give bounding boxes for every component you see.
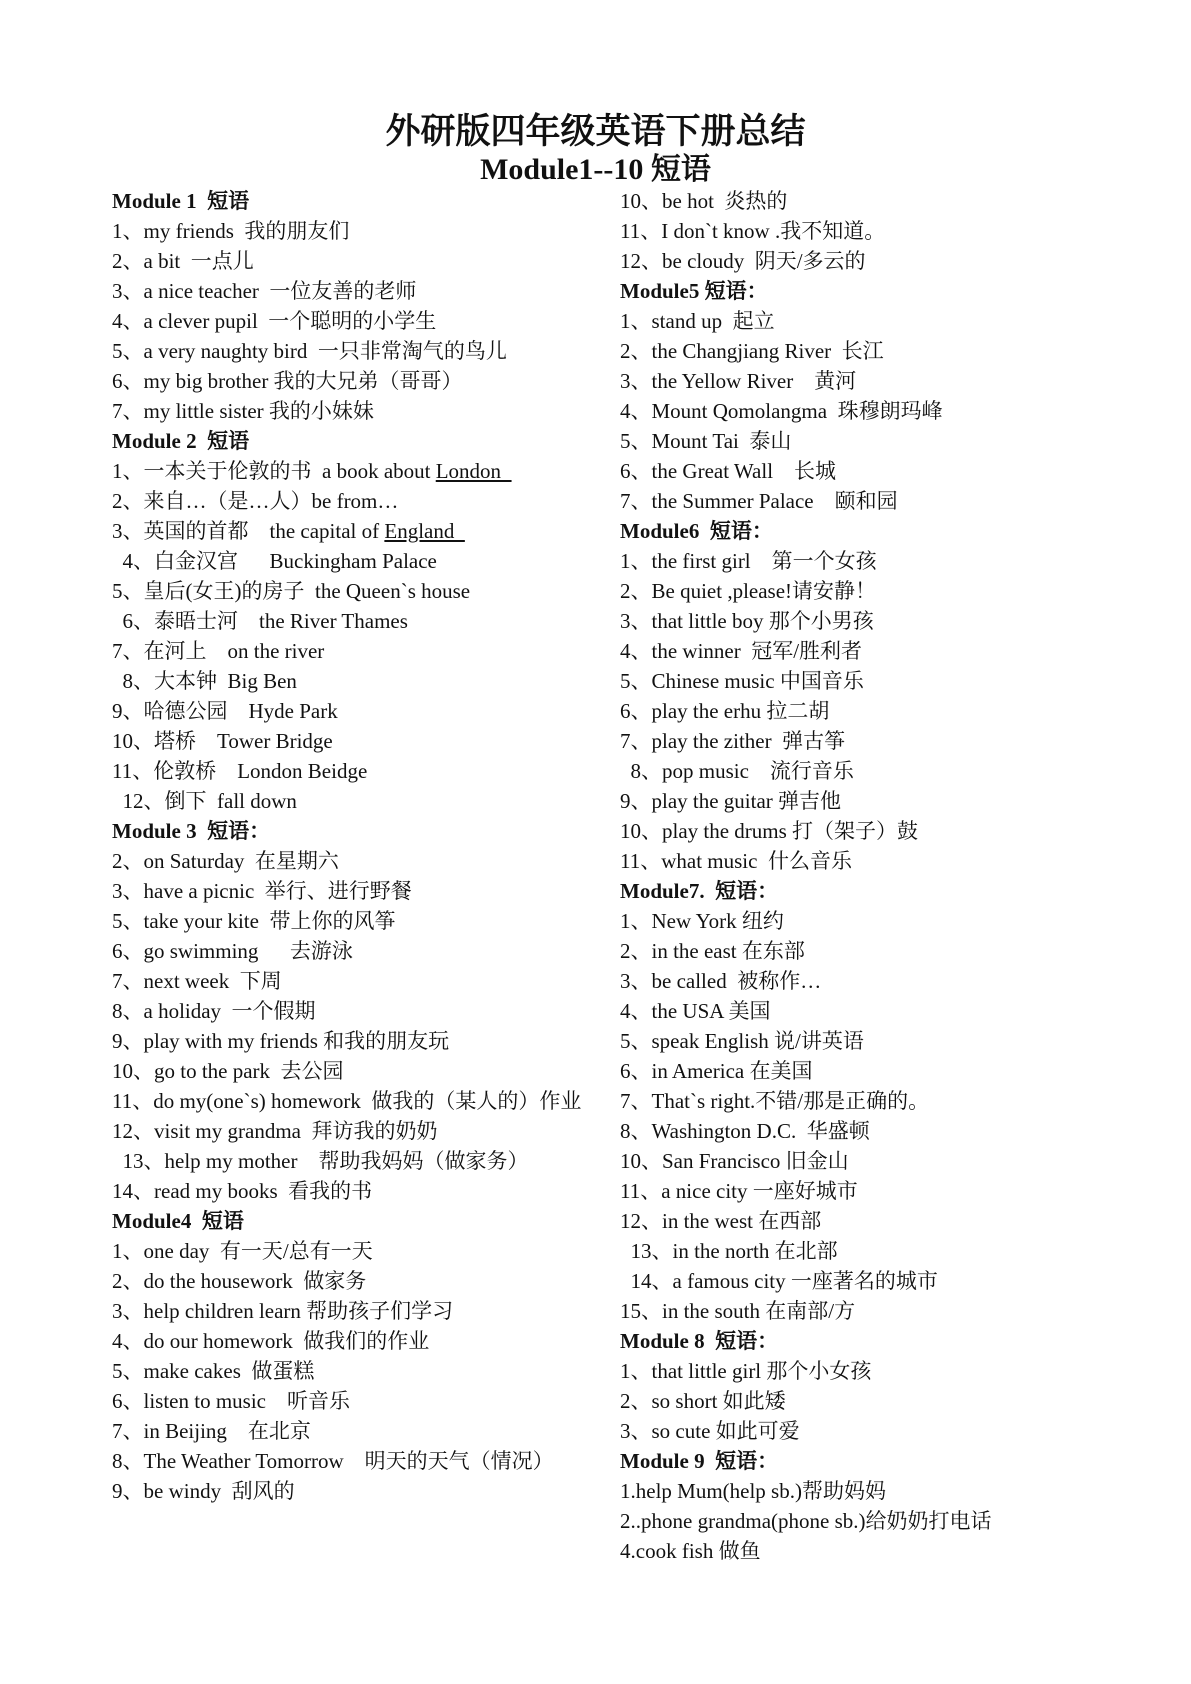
phrase-text: 3、英国的首都 the capital of [112,519,385,543]
phrase-item [112,726,590,756]
phrase-text: 14、read my books 看我的书 [112,1179,373,1203]
underlined-word: London [435,459,512,483]
phrase-text: 1.help Mum(help sb.)帮助妈妈 [620,1479,886,1503]
underlined-word: England [384,519,465,543]
phrase-text: 5、take your kite 带上你的风筝 [112,909,396,933]
phrase-item [112,516,590,546]
phrase-item [620,966,1090,996]
phrase-item [112,1116,590,1146]
phrase-text: 9、哈德公园 Hyde Park [112,699,338,723]
phrase-item [620,846,1090,876]
phrase-item [620,1296,1090,1326]
phrase-text: Module 9 短语： [620,1449,779,1473]
phrase-text: 3、a nice teacher 一位友善的老师 [112,279,417,303]
phrase-item [112,246,590,276]
phrase-text: 5、make cakes 做蛋糕 [112,1359,315,1383]
phrase-item [112,276,590,306]
phrase-item [620,1416,1090,1446]
phrase-text: 4、do our homework 做我们的作业 [112,1329,430,1353]
phrase-text: 4、a clever pupil 一个聪明的小学生 [112,309,437,333]
phrase-text: 10、San Francisco 旧金山 [620,1149,849,1173]
phrase-item [620,1506,1090,1536]
phrase-text: 5、Mount Tai 泰山 [620,429,792,453]
phrase-item [620,216,1090,246]
phrase-item [620,486,1090,516]
module-heading [112,1206,590,1236]
phrase-item [620,1206,1090,1236]
phrase-text: 3、have a picnic 举行、进行野餐 [112,879,412,903]
phrase-text: 10、be hot 炎热的 [620,189,788,213]
phrase-item [620,756,1090,786]
phrase-item [620,1266,1090,1296]
phrase-text: 10、塔桥 Tower Bridge [112,729,333,753]
phrase-text: Module5 短语： [620,279,768,303]
module-heading [112,186,590,216]
phrase-item [112,1026,590,1056]
phrase-text: 13、help my mother 帮助我妈妈（做家务） [112,1149,529,1173]
phrase-text: 8、The Weather Tomorrow 明天的天气（情况） [112,1449,554,1473]
phrase-item [112,1386,590,1416]
phrase-text: 8、Washington D.C. 华盛顿 [620,1119,870,1143]
phrase-text: 1、one day 有一天/总有一天 [112,1239,373,1263]
phrase-text: 7、my little sister 我的小妹妹 [112,399,374,423]
phrase-item [112,1326,590,1356]
phrase-text: 7、in Beijing 在北京 [112,1419,311,1443]
phrase-text: 3、the Yellow River 黄河 [620,369,857,393]
phrase-item [620,936,1090,966]
module-heading [620,516,1090,546]
phrase-item [112,696,590,726]
phrase-item [620,426,1090,456]
phrase-text: 12、be cloudy 阴天/多云的 [620,249,866,273]
phrase-item [620,1236,1090,1266]
phrase-text: Module4 短语 [112,1209,244,1233]
phrase-text: 9、play the guitar 弹吉他 [620,789,842,813]
phrase-item [112,396,590,426]
phrase-item [620,546,1090,576]
phrase-item [112,996,590,1026]
phrase-item [112,336,590,366]
phrase-text: Module6 短语： [620,519,773,543]
phrase-text: 11、a nice city 一座好城市 [620,1179,858,1203]
phrase-item [112,606,590,636]
phrase-item [620,1026,1090,1056]
phrase-item [620,576,1090,606]
phrase-text: 15、in the south 在南部/方 [620,1299,856,1323]
phrase-text: 6、listen to music 听音乐 [112,1389,350,1413]
phrase-item [620,996,1090,1026]
phrase-text: Module 3 短语： [112,819,271,843]
phrase-text: 8、pop music 流行音乐 [620,759,854,783]
phrase-item [112,1086,590,1116]
phrase-text: 7、play the zither 弹古筝 [620,729,846,753]
phrase-item [620,1176,1090,1206]
phrase-item [620,396,1090,426]
phrase-text: 11、what music 什么音乐 [620,849,852,873]
phrase-text: 4、白金汉宫 Buckingham Palace [112,549,437,573]
phrase-text: 6、go swimming 去游泳 [112,939,353,963]
phrase-text: 7、next week 下周 [112,969,282,993]
phrase-text: Module7. 短语： [620,879,779,903]
phrase-text: 6、泰晤士河 the River Thames [112,609,408,633]
phrase-item [112,636,590,666]
page-title: 外研版四年级英语下册总结 [385,112,806,151]
phrase-item [112,306,590,336]
phrase-item [620,1056,1090,1086]
phrase-text: 11、do my(one`s) homework 做我的（某人的）作业 [112,1089,582,1113]
phrase-text: 2、a bit 一点儿 [112,249,254,273]
phrase-item [112,666,590,696]
phrase-text: 2、so short 如此矮 [620,1389,786,1413]
phrase-text: 12、in the west 在西部 [620,1209,822,1233]
phrase-text: 3、help children learn 帮助孩子们学习 [112,1299,454,1323]
phrase-text: 13、in the north 在北部 [620,1239,838,1263]
phrase-item [112,1146,590,1176]
phrase-text: 11、I don`t know .我不知道。 [620,219,886,243]
phrase-text: 5、speak English 说/讲英语 [620,1029,864,1053]
phrase-text: 4、the USA 美国 [620,999,771,1023]
phrase-item [620,306,1090,336]
phrase-text: 5、a very naughty bird 一只非常淘气的鸟儿 [112,339,507,363]
phrase-text: 2、on Saturday 在星期六 [112,849,339,873]
phrase-text: 2..phone grandma(phone sb.)给奶奶打电话 [620,1509,992,1533]
phrase-text: 8、大本钟 Big Ben [112,669,297,693]
right-column [620,186,1090,1566]
phrase-item [112,786,590,816]
phrase-text: 3、so cute 如此可爱 [620,1419,800,1443]
phrase-item [112,1176,590,1206]
phrase-item [620,726,1090,756]
phrase-item [112,1416,590,1446]
phrase-text: 2、the Changjiang River 长江 [620,339,884,363]
phrase-item [620,786,1090,816]
phrase-text: 8、a holiday 一个假期 [112,999,316,1023]
phrase-text: 2、Be quiet ,please!请安静！ [620,579,877,603]
phrase-text: 2、do the housework 做家务 [112,1269,367,1293]
phrase-item [112,546,590,576]
phrase-item [112,1476,590,1506]
phrase-text: 5、Chinese music 中国音乐 [620,669,864,693]
phrase-text: 2、in the east 在东部 [620,939,805,963]
phrase-item [112,366,590,396]
phrase-item [112,216,590,246]
phrase-item [620,1356,1090,1386]
phrase-text: 10、play the drums 打（架子）鼓 [620,819,919,843]
phrase-item [620,816,1090,846]
phrase-text: 7、the Summer Palace 颐和园 [620,489,898,513]
phrase-item [620,1386,1090,1416]
left-column [112,186,590,1506]
phrase-text: 1、my friends 我的朋友们 [112,219,350,243]
phrase-text: Module 8 短语： [620,1329,779,1353]
phrase-text: 1、New York 纽约 [620,909,784,933]
module-heading [620,876,1090,906]
phrase-item [620,1146,1090,1176]
phrase-text: 7、在河上 on the river [112,639,325,663]
phrase-item [620,636,1090,666]
page-subtitle: Module1--10 短语 [480,153,711,186]
phrase-item [112,576,590,606]
phrase-text: 6、play the erhu 拉二胡 [620,699,830,723]
phrase-text: 10、go to the park 去公园 [112,1059,344,1083]
phrase-text: 2、来自…（是…人）be from… [112,489,399,513]
module-heading [620,1446,1090,1476]
phrase-text: 1、the first girl 第一个女孩 [620,549,877,573]
phrase-text: 11、伦敦桥 London Beidge [112,759,368,783]
phrase-item [112,756,590,786]
phrase-text: 3、be called 被称作… [620,969,822,993]
phrase-text: 14、a famous city 一座著名的城市 [620,1269,938,1293]
phrase-text: 9、play with my friends 和我的朋友玩 [112,1029,450,1053]
phrase-text: 6、in America 在美国 [620,1059,813,1083]
phrase-item [112,456,590,486]
phrase-item [112,1056,590,1086]
phrase-item [112,1266,590,1296]
phrase-text: 6、the Great Wall 长城 [620,459,837,483]
phrase-text: 4、Mount Qomolangma 珠穆朗玛峰 [620,399,943,423]
phrase-item [112,966,590,996]
phrase-item [620,1086,1090,1116]
phrase-text: 4、the winner 冠军/胜利者 [620,639,863,663]
phrase-item [112,486,590,516]
phrase-item [620,186,1090,216]
module-heading [112,816,590,846]
phrase-item [112,1296,590,1326]
phrase-item [112,936,590,966]
phrase-text: 1、一本关于伦敦的书 a book about [112,459,436,483]
phrase-text: 3、that little boy 那个小男孩 [620,609,874,633]
phrase-item [112,1236,590,1266]
phrase-item [620,1476,1090,1506]
phrase-item [620,1536,1090,1566]
phrase-item [620,906,1090,936]
module-heading [620,1326,1090,1356]
phrase-item [112,1446,590,1476]
phrase-item [112,876,590,906]
phrase-item [112,846,590,876]
phrase-text: 1、stand up 起立 [620,309,775,333]
phrase-text: 6、my big brother 我的大兄弟（哥哥） [112,369,463,393]
phrase-text: Module 2 短语 [112,429,250,453]
phrase-text: 1、that little girl 那个小女孩 [620,1359,872,1383]
phrase-item [620,456,1090,486]
phrase-item [620,666,1090,696]
phrase-item [620,606,1090,636]
phrase-text: 12、倒下 fall down [112,789,297,813]
phrase-item [620,336,1090,366]
phrase-text: Module 1 短语 [112,189,250,213]
phrase-item [620,696,1090,726]
module-heading [620,276,1090,306]
phrase-text: 7、That`s right.不错/那是正确的。 [620,1089,930,1113]
phrase-text: 5、皇后(女王)的房子 the Queen`s house [112,579,471,603]
phrase-item [620,246,1090,276]
phrase-text: 9、be windy 刮风的 [112,1479,295,1503]
phrase-item [112,906,590,936]
phrase-item [620,366,1090,396]
phrase-item [112,1356,590,1386]
phrase-item [620,1116,1090,1146]
module-heading [112,426,590,456]
phrase-text: 12、visit my grandma 拜访我的奶奶 [112,1119,438,1143]
phrase-text: 4.cook fish 做鱼 [620,1539,761,1563]
